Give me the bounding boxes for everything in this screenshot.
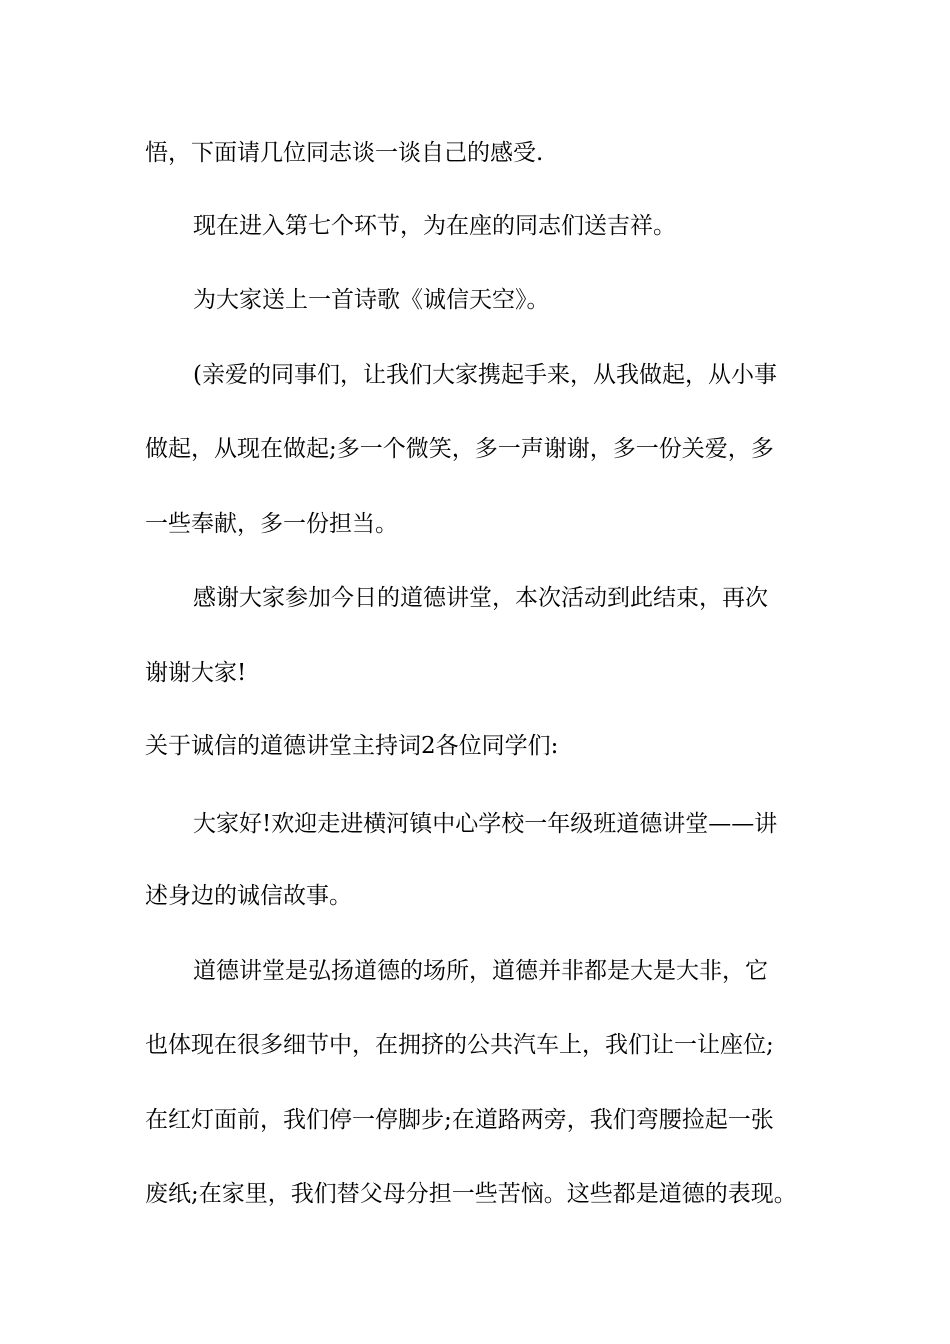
text-line: 感谢大家参加今日的道德讲堂，本次活动到此结束，再次 [193,585,768,611]
text-line: 做起，从现在做起;多一个微笑，多一声谢谢，多一份关爱，多 [145,436,774,462]
text-line: 谢谢大家! [145,660,247,686]
text-line: 悟，下面请几位同志谈一谈自己的感受. [145,140,544,166]
text-line: 述身边的诚信故事。 [145,883,352,909]
text-line: 在红灯面前，我们停一停脚步;在道路两旁，我们弯腰捡起一张 [145,1107,774,1133]
text-line: (亲爱的同事们，让我们大家携起手来，从我做起，从小事 [193,362,777,388]
text-line: 一些奉献，多一份担当。 [145,511,398,537]
text-line: 现在进入第七个环节，为在座的同志们送吉祥。 [193,213,676,239]
text-line: 大家好!欢迎走进横河镇中心学校一年级班道德讲堂——讲 [193,811,778,837]
text-line: 也体现在很多细节中，在拥挤的公共汽车上，我们让一让座位; [145,1032,774,1058]
text-line: 道德讲堂是弘扬道德的场所，道德并非都是大是大非，它 [193,958,768,984]
section-heading: 关于诚信的道德讲堂主持词2各位同学们: [145,733,559,759]
text-line: 为大家送上一首诗歌《诚信天空》。 [193,287,550,313]
text-line: 废纸;在家里，我们替父母分担一些苦恼。这些都是道德的表现。 [145,1181,797,1207]
